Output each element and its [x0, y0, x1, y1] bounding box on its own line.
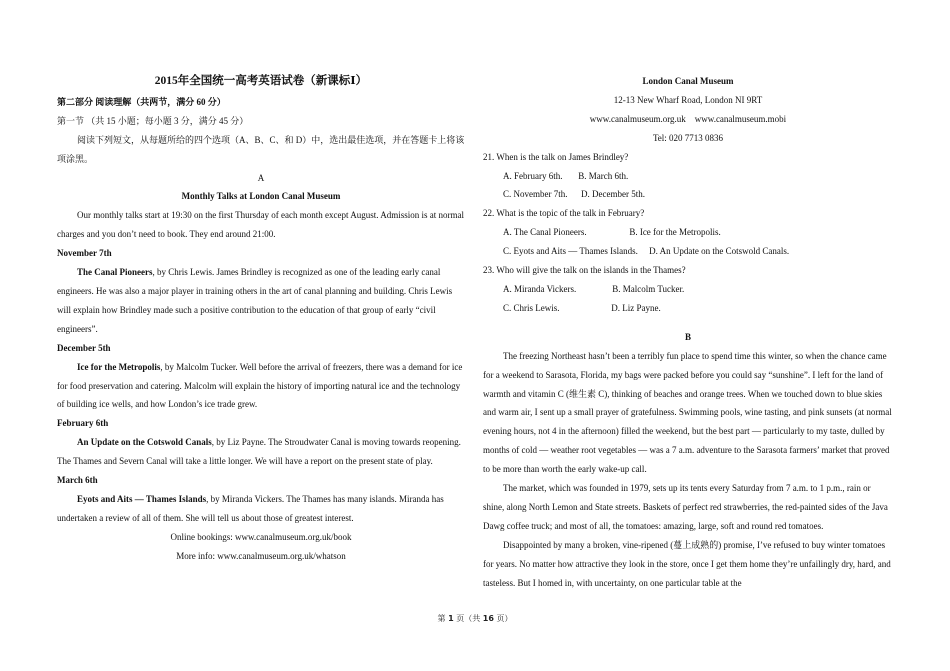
talk-date: February 6th: [57, 418, 109, 429]
talk-name: An Update on the Cotswold Canals: [77, 437, 212, 448]
instruction: 阅读下列短文，从每题所给的四个选项（A、B、C、和 D）中，选出最佳选项，并在答题卡上将该项涂黑。: [57, 134, 465, 164]
passage-b-paragraph: The freezing Northeast hasn’t been a terribly fun place to spend time this winter, so when the chance came for a weekend to Sarasota, Florida, my bags were packed before you could say “sunshine”. I left for the land of warmth and vitamin C (维生素 C), thinking of beaches and orange trees. When we touched down to blue skies and warm air, I sent up a small prayer of gratefulness. Swimming pools, wine tasting, and pink sunsets (at normal evening hours, not 4 in the afternoon) filled the weekend, but the best part — particularly to my taste, dulled by months of cold — weather root vegetables — was a 7 a.m. adventure to the Sarasota farmers’ market that proved to be more than worth the early wake-up call.: [483, 350, 892, 475]
question-options: C. November 7th. D. December 5th.: [503, 189, 645, 200]
passage-label-b: B: [684, 331, 691, 342]
museum-name: London Canal Museum: [642, 76, 734, 86]
talk-name: The Canal Pioneers: [77, 267, 153, 278]
talk-description: [57, 358, 465, 415]
talk-name: Ice for the Metropolis: [77, 361, 161, 372]
question-options: C. Chris Lewis. D. Liz Payne.: [503, 302, 661, 313]
passage-title: Monthly Talks at London Canal Museum: [181, 191, 341, 202]
passage-intro: Our monthly talks start at 19:30 on the first Thursday of each month except August. Admission is at normal charges and you don’t need to book. They end around 21:00.: [57, 210, 465, 240]
talk-date: November 7th: [57, 248, 112, 259]
passage-label-a: A: [257, 172, 265, 183]
subsection-heading: 第一节 （共 15 小题；每小题 3 分，满分 45 分）: [57, 115, 249, 126]
talk-text: , by Liz Payne. The Stroudwater Canal is moving towards reopening. The Thames and Severn Canal will take a little longer. We will have a report on the present state of play.: [57, 437, 461, 467]
museum-websites: www.canalmuseum.org.uk www.canalmuseum.mobi: [589, 113, 787, 124]
footer-suffix: 页）: [493, 614, 513, 623]
question-options: A. The Canal Pioneers. B. Ice for the Metropolis.: [503, 227, 721, 238]
talk-description: [57, 433, 465, 471]
question-stem: 21. When is the talk on James Brindley?: [483, 151, 629, 162]
online-bookings: Online bookings: www.canalmuseum.org.uk/book: [170, 531, 352, 542]
right-column: [483, 72, 893, 592]
talk-description: [57, 490, 465, 528]
talk-description: [57, 263, 465, 339]
passage-b-paragraph: The market, which was founded in 1979, sets up its tents every Saturday from 7 a.m. to 1 p.m., rain or shine, along North Lemon and State streets. Baskets of perfect red strawberries, the red-painted sides of the Java Dawg coffee truck; and most of all, the tomatoes: amazing, large, soft and round red tomatoes.: [483, 483, 888, 531]
talk-text: , by Malcolm Tucker. Well before the arrival of freezers, there was a demand for ice for food preservation and catering. Malcolm will explain the history of importing natural ice and the technology of building ice wells, and how London’s ice trade grew.: [57, 361, 463, 410]
question-stem: 22. What is the topic of the talk in February?: [483, 208, 645, 219]
left-column: [57, 72, 465, 566]
page-number: 1: [448, 614, 454, 623]
question-options: A. Miranda Vickers. B. Malcolm Tucker.: [503, 283, 685, 294]
question-stem: 23. Who will give the talk on the islands in the Thames?: [483, 265, 686, 276]
section-heading: 第二部分 阅读理解（共两节，满分 60 分）: [57, 96, 226, 107]
footer-prefix: 第: [437, 614, 449, 623]
talk-date: March 6th: [57, 475, 98, 486]
talk-text: , by Chris Lewis. James Brindley is recognized as one of the leading early canal engineers. He was also a major player in training others in the art of canal planning and building. Chris Lewis will explain how Brindley made such a positive contribution to the education of that group of early “civil engineers”.: [57, 267, 453, 334]
talk-text: , by Miranda Vickers. The Thames has many islands. Miranda has undertaken a review of all of them. She will tell us about those of greatest interest.: [57, 493, 444, 523]
page-footer: [0, 613, 950, 624]
exam-title: 2015年全国统一高考英语试卷（新课标Ⅰ）: [154, 75, 368, 87]
question-options: C. Eyots and Aits — Thames Islands. D. An Update on the Cotswold Canals.: [503, 246, 790, 257]
museum-address: 12-13 New Wharf Road, London NI 9RT: [613, 94, 763, 105]
question-options: A. February 6th. B. March 6th.: [503, 170, 629, 181]
more-info: More info: www.canalmuseum.org.uk/whatson: [176, 550, 346, 561]
footer-mid: 页（共: [453, 614, 483, 623]
passage-b-paragraph: Disappointed by many a broken, vine-ripened (蔓上成熟的) promise, I’ve refused to buy winter tomatoes for years. No matter how attractive they look in the store, once I get them home they’re unfailingly dry, hard, and tasteless. But I homed in, with uncertainty, on one particular table at the: [483, 539, 891, 588]
talk-name: Eyots and Aits — Thames Islands: [77, 493, 207, 504]
talk-date: December 5th: [57, 342, 111, 353]
museum-tel: Tel: 020 7713 0836: [652, 132, 724, 143]
page-total: 16: [482, 614, 494, 623]
